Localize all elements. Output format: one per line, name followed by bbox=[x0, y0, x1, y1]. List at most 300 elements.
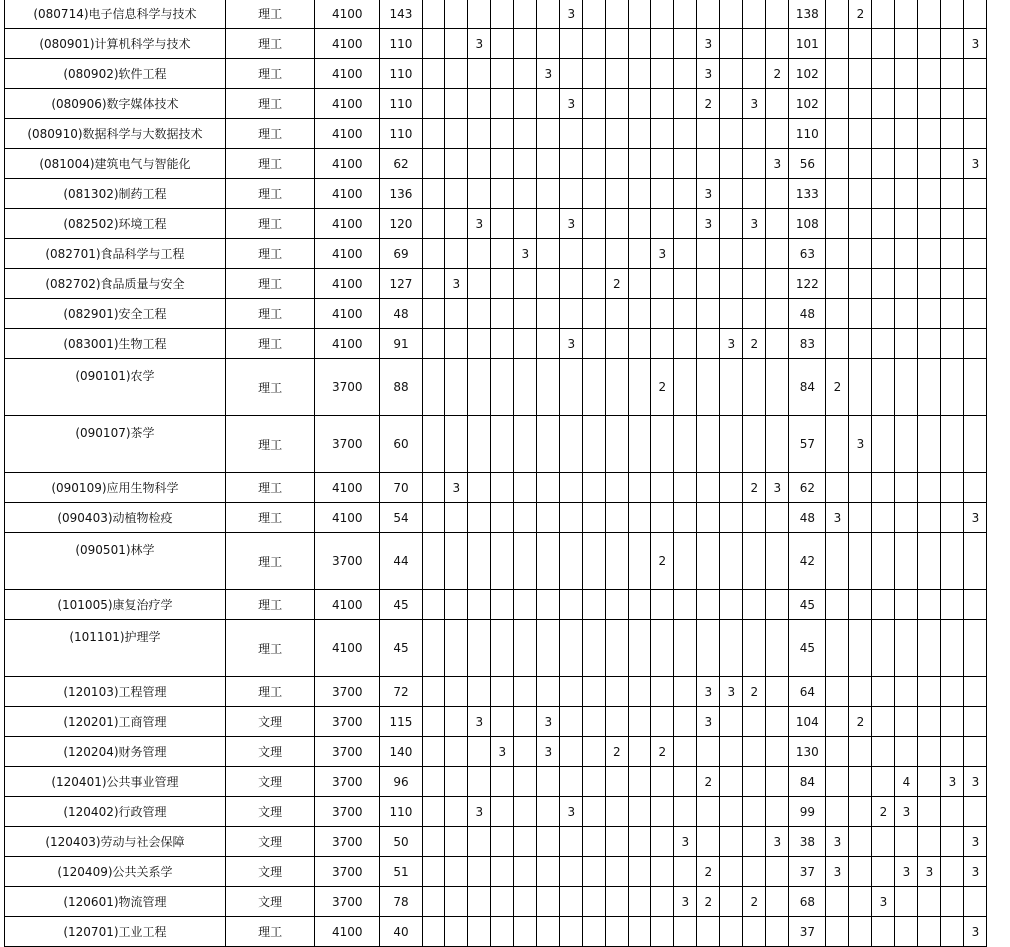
subtotal-cell: 68 bbox=[789, 887, 826, 917]
quota-cell bbox=[895, 503, 918, 533]
quota-cell bbox=[697, 239, 720, 269]
quota-cell bbox=[872, 767, 895, 797]
quota-cell bbox=[964, 89, 987, 119]
quota-cell bbox=[941, 473, 964, 503]
quota-cell bbox=[849, 29, 872, 59]
quota-cell bbox=[849, 269, 872, 299]
quota-cell: 2 bbox=[766, 59, 789, 89]
quota-cell bbox=[628, 707, 651, 737]
quota-cell: 3 bbox=[720, 329, 743, 359]
quota-cell bbox=[766, 620, 789, 677]
quota-cell bbox=[537, 149, 560, 179]
quota-cell bbox=[697, 359, 720, 416]
quota-cell bbox=[872, 533, 895, 590]
tuition-fee-cell: 4100 bbox=[315, 149, 380, 179]
major-name-cell: (120403)劳动与社会保障 bbox=[5, 827, 226, 857]
admission-plan-sheet bbox=[4, 0, 1010, 947]
quota-cell bbox=[445, 416, 468, 473]
quota-cell bbox=[537, 590, 560, 620]
plan-total-cell: 91 bbox=[380, 329, 423, 359]
quota-cell bbox=[697, 827, 720, 857]
quota-cell bbox=[849, 857, 872, 887]
quota-cell bbox=[491, 416, 514, 473]
quota-cell bbox=[941, 503, 964, 533]
quota-cell bbox=[651, 299, 674, 329]
quota-cell: 2 bbox=[651, 359, 674, 416]
quota-cell bbox=[895, 89, 918, 119]
plan-total-cell: 51 bbox=[380, 857, 423, 887]
quota-cell bbox=[964, 620, 987, 677]
quota-cell bbox=[445, 329, 468, 359]
quota-cell bbox=[537, 677, 560, 707]
quota-cell bbox=[468, 89, 491, 119]
quota-cell bbox=[537, 620, 560, 677]
quota-cell bbox=[422, 239, 445, 269]
subtotal-cell: 110 bbox=[789, 119, 826, 149]
quota-cell bbox=[445, 359, 468, 416]
quota-cell bbox=[422, 299, 445, 329]
quota-cell bbox=[674, 59, 697, 89]
quota-cell bbox=[964, 269, 987, 299]
quota-cell: 2 bbox=[849, 707, 872, 737]
quota-cell bbox=[537, 767, 560, 797]
tuition-fee-cell: 4100 bbox=[315, 620, 380, 677]
plan-total-cell: 45 bbox=[380, 620, 423, 677]
subtotal-cell: 63 bbox=[789, 239, 826, 269]
quota-cell: 3 bbox=[697, 677, 720, 707]
quota-cell: 3 bbox=[491, 737, 514, 767]
quota-cell bbox=[918, 677, 941, 707]
quota-cell bbox=[560, 917, 583, 947]
plan-total-cell: 110 bbox=[380, 89, 423, 119]
quota-cell bbox=[514, 149, 537, 179]
quota-cell bbox=[895, 887, 918, 917]
quota-cell bbox=[583, 149, 606, 179]
category-cell: 理工 bbox=[225, 299, 315, 329]
table-row bbox=[5, 239, 1010, 269]
quota-cell bbox=[605, 209, 628, 239]
quota-cell bbox=[605, 89, 628, 119]
quota-cell bbox=[895, 149, 918, 179]
table-row bbox=[5, 620, 1010, 677]
quota-cell bbox=[849, 797, 872, 827]
quota-cell bbox=[720, 917, 743, 947]
quota-cell bbox=[895, 269, 918, 299]
quota-cell bbox=[628, 0, 651, 29]
quota-cell bbox=[674, 737, 697, 767]
tuition-fee-cell: 3700 bbox=[315, 827, 380, 857]
quota-cell bbox=[697, 503, 720, 533]
quota-cell bbox=[743, 857, 766, 887]
table-row bbox=[5, 359, 1010, 416]
quota-cell bbox=[514, 29, 537, 59]
quota-cell bbox=[743, 269, 766, 299]
quota-cell bbox=[422, 329, 445, 359]
quota-cell bbox=[895, 707, 918, 737]
plan-total-cell: 40 bbox=[380, 917, 423, 947]
quota-cell bbox=[766, 329, 789, 359]
quota-cell bbox=[674, 329, 697, 359]
subtotal-cell: 45 bbox=[789, 620, 826, 677]
quota-cell bbox=[605, 677, 628, 707]
tuition-fee-cell: 3700 bbox=[315, 533, 380, 590]
quota-cell bbox=[918, 329, 941, 359]
quota-cell bbox=[628, 119, 651, 149]
quota-cell: 3 bbox=[766, 827, 789, 857]
quota-cell bbox=[583, 503, 606, 533]
quota-cell bbox=[422, 0, 445, 29]
quota-cell bbox=[605, 119, 628, 149]
quota-cell bbox=[826, 590, 849, 620]
table-row bbox=[5, 503, 1010, 533]
quota-cell: 3 bbox=[941, 767, 964, 797]
quota-cell bbox=[826, 89, 849, 119]
quota-cell bbox=[918, 797, 941, 827]
major-name-cell: (080901)计算机科学与技术 bbox=[5, 29, 226, 59]
quota-cell bbox=[628, 677, 651, 707]
quota-cell bbox=[628, 857, 651, 887]
quota-cell bbox=[468, 737, 491, 767]
quota-cell bbox=[941, 677, 964, 707]
quota-cell bbox=[560, 29, 583, 59]
quota-cell bbox=[560, 620, 583, 677]
quota-cell bbox=[826, 473, 849, 503]
table-row bbox=[5, 416, 1010, 473]
quota-cell bbox=[651, 797, 674, 827]
quota-cell bbox=[720, 239, 743, 269]
major-name-cell: (080906)数字媒体技术 bbox=[5, 89, 226, 119]
quota-cell bbox=[941, 887, 964, 917]
quota-cell bbox=[491, 827, 514, 857]
quota-cell bbox=[514, 677, 537, 707]
quota-cell bbox=[605, 359, 628, 416]
quota-cell bbox=[918, 503, 941, 533]
quota-cell bbox=[872, 149, 895, 179]
quota-cell bbox=[720, 590, 743, 620]
quota-cell bbox=[743, 707, 766, 737]
table-row bbox=[5, 149, 1010, 179]
quota-cell bbox=[560, 677, 583, 707]
quota-cell bbox=[468, 239, 491, 269]
quota-cell bbox=[445, 209, 468, 239]
quota-cell bbox=[583, 239, 606, 269]
quota-cell bbox=[514, 59, 537, 89]
subtotal-cell: 102 bbox=[789, 59, 826, 89]
table-row bbox=[5, 797, 1010, 827]
quota-cell bbox=[491, 179, 514, 209]
quota-cell bbox=[941, 857, 964, 887]
quota-cell bbox=[941, 416, 964, 473]
subtotal-cell: 133 bbox=[789, 179, 826, 209]
category-cell: 文理 bbox=[225, 827, 315, 857]
quota-cell bbox=[445, 707, 468, 737]
quota-cell bbox=[872, 857, 895, 887]
quota-cell bbox=[849, 59, 872, 89]
quota-cell bbox=[468, 677, 491, 707]
quota-cell bbox=[583, 59, 606, 89]
quota-cell: 3 bbox=[766, 149, 789, 179]
quota-cell bbox=[445, 503, 468, 533]
quota-cell bbox=[605, 767, 628, 797]
quota-cell: 3 bbox=[826, 857, 849, 887]
quota-cell bbox=[651, 857, 674, 887]
quota-cell bbox=[849, 209, 872, 239]
quota-cell bbox=[918, 917, 941, 947]
quota-cell bbox=[941, 359, 964, 416]
quota-cell bbox=[918, 299, 941, 329]
quota-cell bbox=[766, 299, 789, 329]
quota-cell bbox=[514, 473, 537, 503]
quota-cell bbox=[743, 119, 766, 149]
quota-cell bbox=[422, 179, 445, 209]
quota-cell: 2 bbox=[697, 887, 720, 917]
quota-cell bbox=[628, 767, 651, 797]
quota-cell bbox=[826, 887, 849, 917]
plan-total-cell: 110 bbox=[380, 119, 423, 149]
quota-cell bbox=[491, 89, 514, 119]
table-row bbox=[5, 89, 1010, 119]
quota-cell bbox=[560, 533, 583, 590]
quota-cell bbox=[583, 620, 606, 677]
quota-cell bbox=[895, 209, 918, 239]
quota-cell bbox=[766, 767, 789, 797]
quota-cell bbox=[514, 0, 537, 29]
quota-cell bbox=[605, 917, 628, 947]
category-cell: 理工 bbox=[225, 917, 315, 947]
quota-cell bbox=[537, 0, 560, 29]
quota-cell bbox=[514, 767, 537, 797]
quota-cell bbox=[674, 620, 697, 677]
quota-cell bbox=[743, 416, 766, 473]
quota-cell bbox=[628, 827, 651, 857]
quota-cell bbox=[720, 299, 743, 329]
quota-cell bbox=[514, 797, 537, 827]
quota-cell bbox=[445, 620, 468, 677]
plan-total-cell: 70 bbox=[380, 473, 423, 503]
quota-cell bbox=[964, 329, 987, 359]
quota-cell bbox=[674, 857, 697, 887]
quota-cell bbox=[674, 269, 697, 299]
quota-cell bbox=[941, 239, 964, 269]
quota-cell bbox=[491, 299, 514, 329]
major-name-cell: (101005)康复治疗学 bbox=[5, 590, 226, 620]
quota-cell: 3 bbox=[468, 707, 491, 737]
quota-cell bbox=[537, 827, 560, 857]
tuition-fee-cell: 3700 bbox=[315, 767, 380, 797]
quota-cell bbox=[674, 416, 697, 473]
quota-cell bbox=[628, 269, 651, 299]
quota-cell bbox=[468, 917, 491, 947]
quota-cell bbox=[651, 917, 674, 947]
category-cell: 理工 bbox=[225, 89, 315, 119]
quota-cell bbox=[826, 239, 849, 269]
quota-cell: 3 bbox=[468, 209, 491, 239]
quota-cell bbox=[514, 590, 537, 620]
quota-cell: 3 bbox=[697, 707, 720, 737]
quota-cell: 3 bbox=[964, 857, 987, 887]
quota-cell bbox=[537, 359, 560, 416]
quota-cell bbox=[674, 797, 697, 827]
quota-cell bbox=[766, 503, 789, 533]
category-cell: 理工 bbox=[225, 239, 315, 269]
quota-cell bbox=[491, 149, 514, 179]
quota-cell bbox=[651, 89, 674, 119]
quota-cell: 3 bbox=[560, 89, 583, 119]
quota-cell bbox=[697, 917, 720, 947]
quota-cell bbox=[964, 299, 987, 329]
quota-cell bbox=[468, 149, 491, 179]
quota-cell bbox=[849, 329, 872, 359]
quota-cell bbox=[674, 503, 697, 533]
plan-total-cell: 110 bbox=[380, 29, 423, 59]
quota-cell bbox=[422, 59, 445, 89]
quota-cell bbox=[766, 677, 789, 707]
major-name-cell: (082701)食品科学与工程 bbox=[5, 239, 226, 269]
major-name-cell: (090109)应用生物科学 bbox=[5, 473, 226, 503]
table-row bbox=[5, 0, 1010, 29]
quota-cell bbox=[422, 590, 445, 620]
category-cell: 文理 bbox=[225, 857, 315, 887]
quota-cell bbox=[872, 359, 895, 416]
quota-cell bbox=[468, 299, 491, 329]
quota-cell bbox=[849, 473, 872, 503]
plan-total-cell: 143 bbox=[380, 0, 423, 29]
quota-cell bbox=[743, 917, 766, 947]
quota-cell: 2 bbox=[743, 887, 766, 917]
quota-cell bbox=[445, 767, 468, 797]
quota-cell bbox=[720, 620, 743, 677]
quota-cell bbox=[445, 590, 468, 620]
quota-cell: 2 bbox=[826, 359, 849, 416]
quota-cell bbox=[583, 89, 606, 119]
quota-cell bbox=[422, 473, 445, 503]
table-row bbox=[5, 209, 1010, 239]
quota-cell bbox=[766, 89, 789, 119]
quota-cell: 3 bbox=[964, 29, 987, 59]
quota-cell bbox=[422, 533, 445, 590]
quota-cell bbox=[605, 797, 628, 827]
quota-cell bbox=[895, 473, 918, 503]
quota-cell bbox=[895, 590, 918, 620]
quota-cell bbox=[583, 857, 606, 887]
quota-cell bbox=[918, 239, 941, 269]
quota-cell bbox=[895, 239, 918, 269]
quota-cell bbox=[918, 179, 941, 209]
quota-cell bbox=[872, 59, 895, 89]
quota-cell bbox=[826, 620, 849, 677]
tuition-fee-cell: 4100 bbox=[315, 179, 380, 209]
quota-cell bbox=[849, 299, 872, 329]
quota-cell bbox=[697, 473, 720, 503]
quota-cell bbox=[491, 917, 514, 947]
quota-cell bbox=[697, 119, 720, 149]
major-name-cell: (120201)工商管理 bbox=[5, 707, 226, 737]
quota-cell bbox=[766, 887, 789, 917]
quota-cell bbox=[766, 917, 789, 947]
quota-cell bbox=[918, 590, 941, 620]
quota-cell bbox=[628, 887, 651, 917]
quota-cell bbox=[583, 179, 606, 209]
quota-cell bbox=[720, 827, 743, 857]
quota-cell: 3 bbox=[964, 503, 987, 533]
quota-cell bbox=[514, 119, 537, 149]
quota-cell bbox=[605, 416, 628, 473]
quota-cell: 3 bbox=[651, 239, 674, 269]
plan-total-cell: 115 bbox=[380, 707, 423, 737]
quota-cell bbox=[743, 827, 766, 857]
plan-total-cell: 48 bbox=[380, 299, 423, 329]
tuition-fee-cell: 4100 bbox=[315, 917, 380, 947]
quota-cell bbox=[628, 473, 651, 503]
quota-cell bbox=[422, 209, 445, 239]
quota-cell bbox=[605, 59, 628, 89]
quota-cell bbox=[628, 620, 651, 677]
quota-cell bbox=[720, 767, 743, 797]
quota-cell bbox=[895, 299, 918, 329]
quota-cell bbox=[872, 473, 895, 503]
quota-cell bbox=[651, 329, 674, 359]
quota-cell bbox=[849, 533, 872, 590]
quota-cell bbox=[941, 149, 964, 179]
major-name-cell: (081302)制药工程 bbox=[5, 179, 226, 209]
quota-cell bbox=[468, 767, 491, 797]
quota-cell: 3 bbox=[537, 707, 560, 737]
quota-cell bbox=[628, 503, 651, 533]
quota-cell bbox=[560, 269, 583, 299]
quota-cell bbox=[849, 179, 872, 209]
subtotal-cell: 101 bbox=[789, 29, 826, 59]
major-name-cell: (090403)动植物检疫 bbox=[5, 503, 226, 533]
tuition-fee-cell: 3700 bbox=[315, 677, 380, 707]
quota-cell bbox=[766, 239, 789, 269]
subtotal-cell: 62 bbox=[789, 473, 826, 503]
major-name-cell: (120601)物流管理 bbox=[5, 887, 226, 917]
quota-cell bbox=[941, 269, 964, 299]
quota-cell bbox=[583, 0, 606, 29]
tuition-fee-cell: 3700 bbox=[315, 359, 380, 416]
quota-cell bbox=[445, 917, 468, 947]
quota-cell bbox=[964, 416, 987, 473]
subtotal-cell: 122 bbox=[789, 269, 826, 299]
quota-cell: 3 bbox=[560, 209, 583, 239]
quota-cell bbox=[514, 209, 537, 239]
quota-cell bbox=[918, 473, 941, 503]
quota-cell bbox=[468, 416, 491, 473]
quota-cell bbox=[766, 797, 789, 827]
quota-cell: 3 bbox=[895, 857, 918, 887]
quota-cell bbox=[468, 887, 491, 917]
quota-cell bbox=[560, 887, 583, 917]
quota-cell bbox=[849, 677, 872, 707]
quota-cell bbox=[605, 473, 628, 503]
quota-cell bbox=[720, 59, 743, 89]
quota-cell bbox=[720, 707, 743, 737]
quota-cell bbox=[651, 269, 674, 299]
quota-cell bbox=[964, 59, 987, 89]
plan-total-cell: 110 bbox=[380, 797, 423, 827]
table-row bbox=[5, 119, 1010, 149]
table-row bbox=[5, 677, 1010, 707]
quota-cell bbox=[766, 707, 789, 737]
quota-cell bbox=[872, 209, 895, 239]
quota-cell bbox=[651, 677, 674, 707]
plan-total-cell: 72 bbox=[380, 677, 423, 707]
quota-cell bbox=[964, 359, 987, 416]
category-cell: 理工 bbox=[225, 209, 315, 239]
table-row bbox=[5, 329, 1010, 359]
quota-cell bbox=[537, 329, 560, 359]
category-cell: 文理 bbox=[225, 797, 315, 827]
